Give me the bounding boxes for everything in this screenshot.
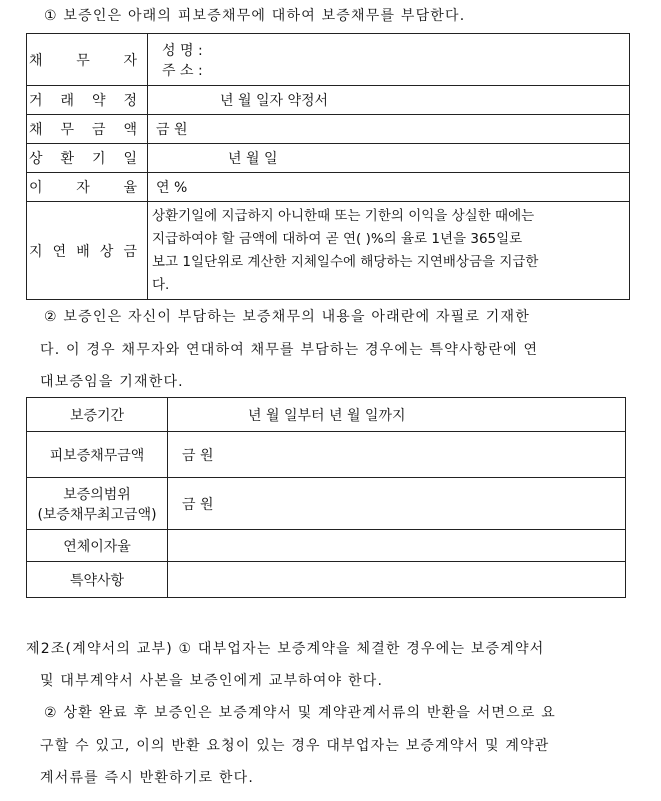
article2-line4: 구할 수 있고, 이의 반환 요청이 있는 경우 대부업자는 보증계약서 및 계약관 (40, 738, 550, 754)
guarantee-scope-label: 보증의범위 (보증채무최고금액) (27, 478, 168, 530)
interest-rate-value: 연 % (148, 173, 630, 202)
intro-clause-2-line2: 다. 이 경우 채무자와 연대하여 채무를 부담하는 경우에는 특약사항란에 연 (40, 342, 539, 358)
debtor-fields (148, 34, 630, 86)
agreement-value: 년 월 일자 약정서 (148, 86, 630, 115)
guarantee-table (26, 397, 626, 598)
debtor-address-label: 주 소 : (162, 62, 203, 79)
article2-line3: ② 상환 완료 후 보증인은 보증계약서 및 계약관계서류의 반환을 서면으로 요 (44, 705, 556, 721)
special-terms-label: 특약사항 (27, 562, 168, 598)
intro-clause-2-line3: 대보증임을 기재한다. (40, 374, 184, 390)
interest-rate-label: 이 자 율 (27, 173, 148, 202)
debtor-label: 채 무 자 (27, 34, 148, 86)
intro-clause-1: ① 보증인은 아래의 피보증채무에 대하여 보증채무를 부담한다. (44, 8, 466, 24)
repayment-date-label: 상 환 기 일 (27, 144, 148, 173)
overdue-rate-value (168, 530, 626, 562)
debtor-name-label: 성 명 : (162, 42, 203, 59)
article2-line2: 및 대부계약서 사본을 보증인에게 교부하여야 한다. (40, 673, 384, 689)
guarantee-period-label: 보증기간 (27, 398, 168, 432)
guaranteed-debt-amount-value: 금 원 (168, 432, 626, 478)
debt-amount-label: 채 무 금 액 (27, 115, 148, 144)
late-penalty-text: 상환기일에 지급하지 아니한때 또는 기한의 이익을 상실한 때에는 지급하여야 할 금액에 대하여 곧 연( )%의 율로 1년을 365일로 보고 1일단위로 계산한 지체일수에 해당하는 지연배상금을 지급한 다. (148, 202, 630, 300)
debt-amount-value: 금 원 (148, 115, 630, 144)
debt-info-table (26, 33, 630, 300)
guaranteed-debt-amount-label: 피보증채무금액 (27, 432, 168, 478)
article2-line1: 제2조(계약서의 교부) ① 대부업자는 보증계약을 체결한 경우에는 보증계약서 (26, 641, 545, 657)
guarantee-scope-value: 금 원 (168, 478, 626, 530)
guarantee-period-value: 년 월 일부터 년 월 일까지 (168, 398, 626, 432)
intro-clause-2-line1: ② 보증인은 자신이 부담하는 보증채무의 내용을 아래란에 자필로 기재한 (44, 309, 530, 325)
repayment-date-value: 년 월 일 (148, 144, 630, 173)
agreement-label: 거 래 약 정 (27, 86, 148, 115)
late-penalty-label: 지 연 배 상 금 (27, 202, 148, 300)
article2-line5: 계서류를 즉시 반환하기로 한다. (40, 770, 255, 786)
overdue-rate-label: 연체이자율 (27, 530, 168, 562)
special-terms-value (168, 562, 626, 598)
